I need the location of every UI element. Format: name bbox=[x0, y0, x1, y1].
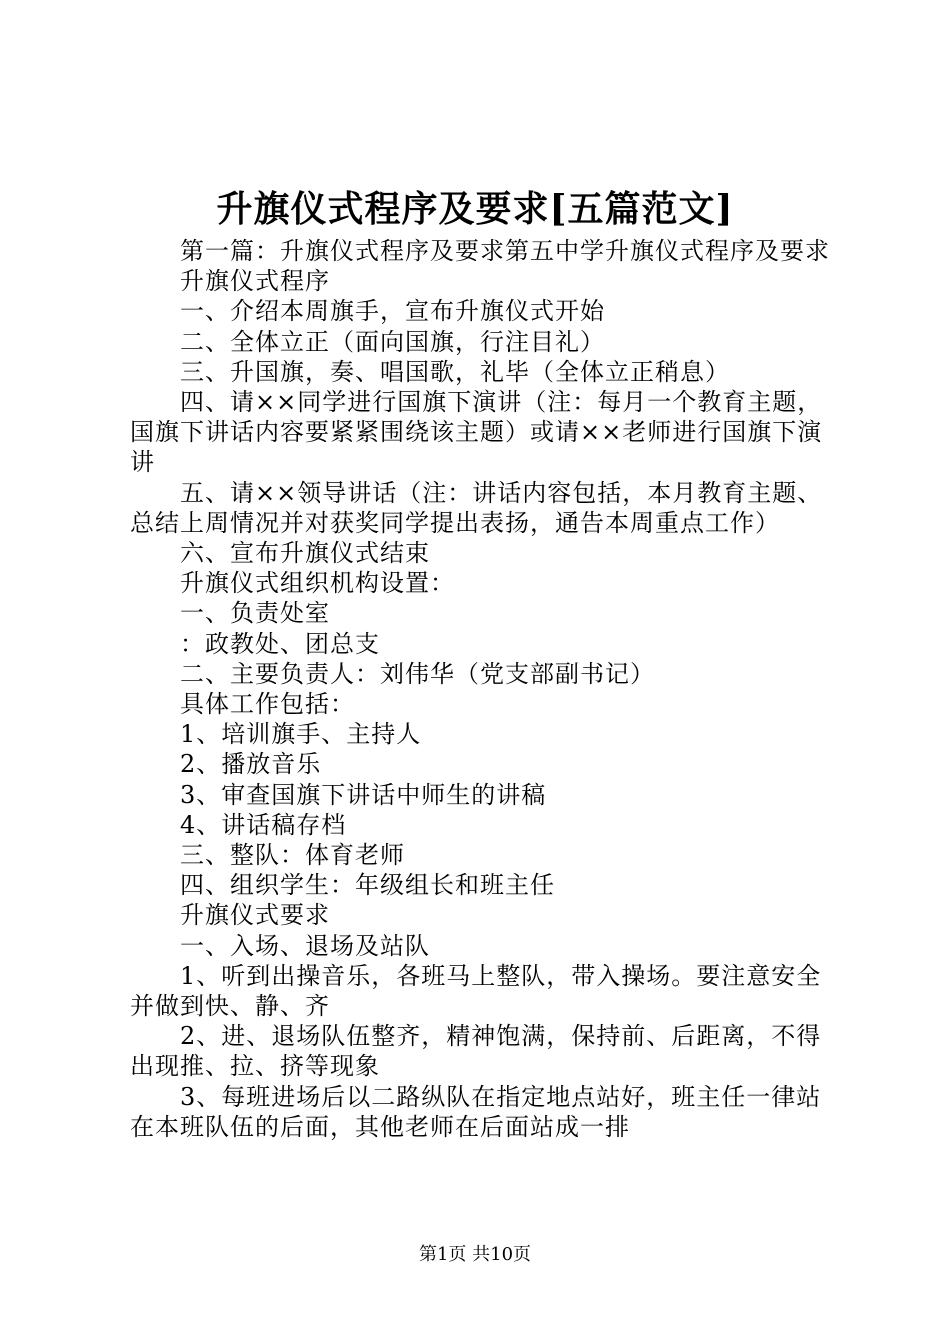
paragraph: 三、升国旗，奏、唱国歌，礼毕（全体立正稍息） bbox=[180, 357, 730, 386]
paragraph: 2、播放音乐 bbox=[180, 750, 322, 779]
document-body bbox=[130, 236, 835, 1142]
paragraph: 一、负责处室 bbox=[180, 599, 330, 628]
paragraph: 四、组织学生：年级组长和班主任 bbox=[180, 871, 555, 900]
document-title: 升旗仪式程序及要求[五篇范文] bbox=[216, 188, 734, 230]
paragraph: 1、培训旗手、主持人 bbox=[180, 720, 422, 749]
paragraph: 五、请××领导讲话（注：讲话内容包括，本月教育主题、总结上周情况并对获奖同学提出表扬，通告本周重点工作） bbox=[130, 478, 823, 537]
paragraph: 四、请××同学进行国旗下演讲（注：每月一个教育主题，国旗下讲话内容要紧紧围绕该主题）或请××老师进行国旗下演讲 bbox=[130, 388, 823, 477]
paragraph: 第一篇：升旗仪式程序及要求第五中学升旗仪式程序及要求 bbox=[180, 237, 830, 265]
paragraph: 升旗仪式组织机构设置： bbox=[180, 569, 455, 598]
paragraph: 六、宣布升旗仪式结束 bbox=[180, 539, 430, 568]
paragraph: 二、全体立正（面向国旗，行注目礼） bbox=[180, 327, 605, 356]
paragraph: 升旗仪式要求 bbox=[180, 901, 330, 930]
paragraph: 4、讲话稿存档 bbox=[180, 810, 347, 839]
paragraph: ：政教处、团总支 bbox=[180, 629, 380, 658]
paragraph: 一、介绍本周旗手，宣布升旗仪式开始 bbox=[180, 297, 605, 326]
paragraph: 具体工作包括： bbox=[180, 690, 355, 719]
paragraph: 2、进、退场队伍整齐，精神饱满，保持前、后距离，不得出现推、拉、挤等现象 bbox=[130, 1022, 822, 1081]
paragraph: 3、审查国旗下讲话中师生的讲稿 bbox=[180, 780, 547, 809]
paragraph: 一、入场、退场及站队 bbox=[180, 931, 430, 960]
paragraph: 3、每班进场后以二路纵队在指定地点站好，班主任一律站在本班队伍的后面，其他老师在后面站成一排 bbox=[130, 1082, 822, 1141]
paragraph: 三、整队：体育老师 bbox=[180, 841, 405, 870]
paragraph: 二、主要负责人：刘伟华（党支部副书记） bbox=[180, 659, 655, 688]
page-footer: 第1页 共10页 bbox=[418, 1244, 532, 1265]
paragraph: 升旗仪式程序 bbox=[180, 267, 330, 296]
paragraph: 1、听到出操音乐，各班马上整队，带入操场。要注意安全并做到快、静、齐 bbox=[130, 961, 822, 1021]
